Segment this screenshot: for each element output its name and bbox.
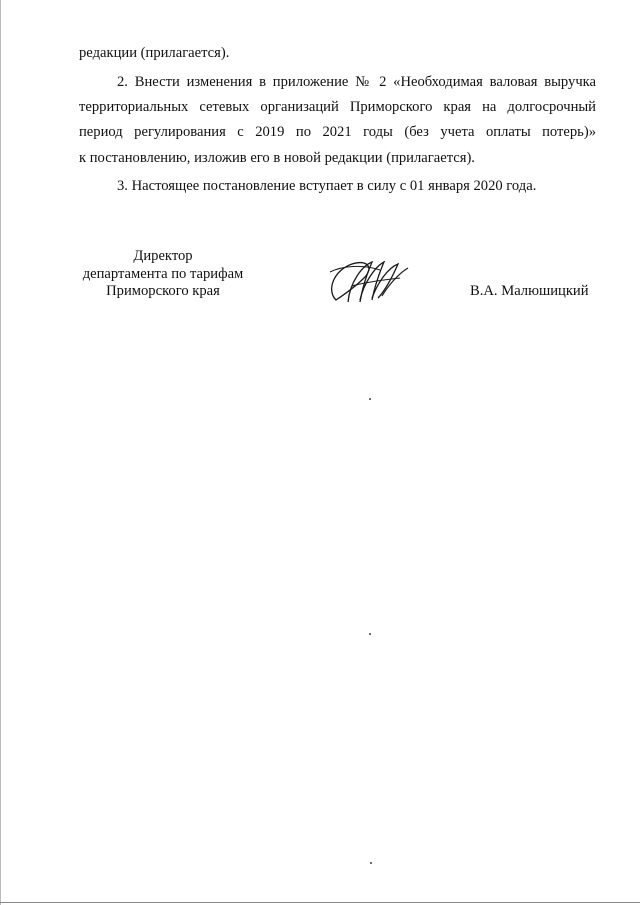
paragraph-2-line-4: к постановлению, изложив его в новой редакции (прилагается).: [79, 150, 475, 166]
paragraph-3: 3. Настоящее постановление вступает в силу с 01 января 2020 года.: [117, 178, 537, 194]
paragraph-2-line-3: период регулирования с 2019 по 2021 годы (без учета оплаты потерь)»: [79, 124, 596, 140]
signatory-title-line-2: департамента по тарифам: [82, 265, 244, 282]
scan-edge: [0, 0, 1, 905]
signatory-title-line-3: Приморского края: [106, 283, 220, 299]
scan-speck: [369, 398, 371, 400]
signatory-name: В.А. Малюшицкий: [470, 283, 589, 299]
scan-bottom-edge: [0, 902, 640, 903]
paragraph-1-end: редакции (прилагается).: [79, 45, 230, 61]
signatory-title-line-1: Директор: [133, 248, 193, 264]
paragraph-2-line-2: территориальных сетевых организаций Приморского края на долгосрочный: [79, 99, 596, 115]
scan-speck: [369, 633, 371, 635]
signatory-title: [72, 248, 254, 301]
paragraph-2-line-1: 2. Внести изменения в приложение № 2 «Необходимая валовая выручка: [117, 74, 596, 90]
scan-speck: [370, 862, 372, 864]
handwritten-signature: [322, 252, 412, 312]
